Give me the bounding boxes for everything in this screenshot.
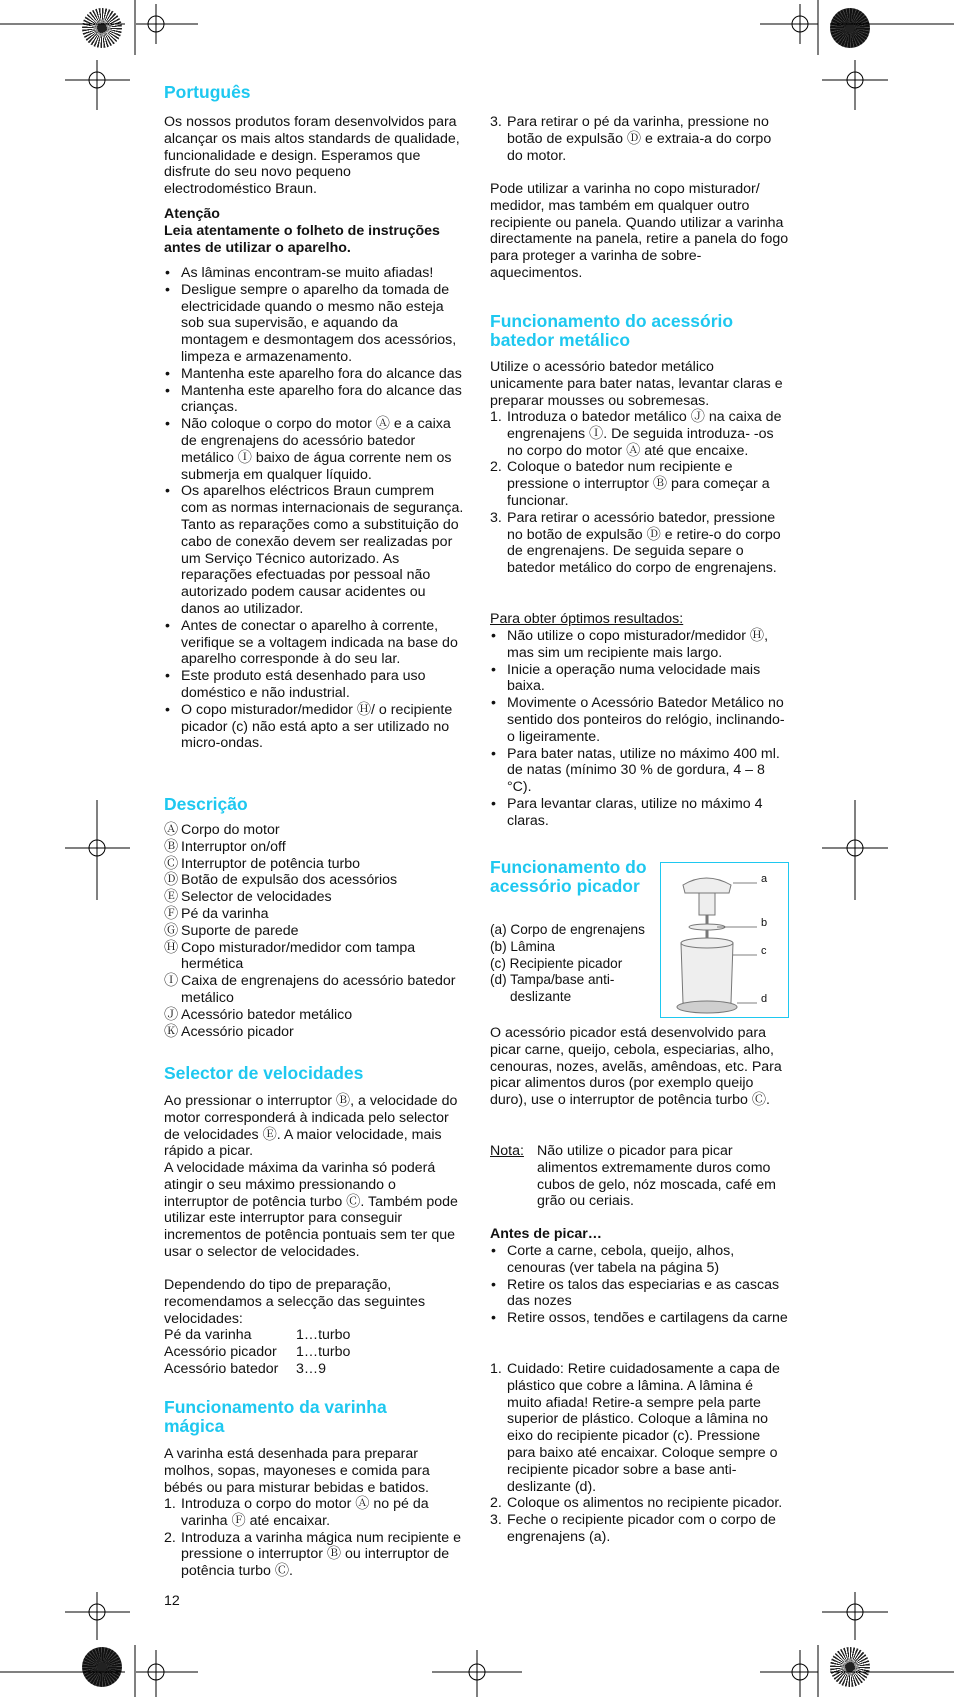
list-item: • Retire ossos, tendões e cartilagens da carne — [490, 1310, 790, 1327]
section-title-picador: Funcionamento do acessório picador — [490, 857, 647, 896]
list-item: 2. Coloque o batedor num recipiente e pressione o interruptor Ⓑ para começar a funcionar. — [490, 459, 770, 509]
list-item: (d) Tampa/base anti-deslizante — [490, 972, 615, 1005]
warning-heading: Atenção — [164, 206, 220, 222]
list-item: 1. Cuidado: Retire cuidadosamente a capa de plástico que cobre a lâmina. A lâmina é muito afiada! Retire-a sempre pela parte superior de plástico. Coloque a lâmina no eixo do recipiente picador (c). Pressione para baixo até encaixar. Coloque sempre o recipiente picador sobre a base anti-deslizante (d). — [490, 1361, 780, 1495]
note-block — [490, 1143, 790, 1210]
figure-label: b — [761, 917, 768, 929]
chopper-figure — [660, 862, 789, 1018]
varinha-steps-cont — [490, 114, 790, 164]
list-item: Ⓓ Botão de expulsão dos acessórios — [164, 872, 398, 889]
list-item: Ⓑ Interruptor on/off — [164, 838, 286, 855]
list-item: • Mantenha este aparelho fora do alcance das — [164, 366, 464, 383]
list-item: • Antes de conectar o aparelho à corrente, verifique se a voltagem indicada na base do aparelho corresponde à do seu lar. — [164, 618, 464, 668]
list-item: • Corte a carne, cebola, queijo, alhos, cenouras (ver tabela na página 5) — [490, 1243, 790, 1277]
picador-parts — [490, 922, 655, 1006]
figure-label: c — [761, 945, 767, 957]
chopper-illustration — [661, 863, 788, 1017]
list-item: 3. Feche o recipiente picador com o corpo de engrenajens (a). — [490, 1512, 776, 1545]
note-label: Nota: — [490, 1143, 524, 1159]
list-item: Ⓙ Acessório batedor metálico — [164, 1006, 353, 1023]
tips-heading: Para obter óptimos resultados: — [490, 611, 684, 627]
list-item: (a) Corpo de engrenajens — [490, 922, 645, 937]
list-item: Ⓔ Selector de velocidades — [164, 889, 332, 906]
list-item: (c) Recipiente picador — [490, 955, 623, 971]
list-item: • Os aparelhos eléctricos Braun cumprem com as normas internacionais de segurança. Tanto as reparações como a substituição do cabo de conexão devem ser realizadas por um Serviço Técnico autorizado. As reparações efectuadas por pessoal não autorizado podem causar acidentes ou danos ao utilizador. — [164, 483, 464, 617]
batedor-steps — [490, 409, 790, 577]
section-title-batedor: Funcionamento do acessório batedor metálico — [490, 311, 734, 350]
list-item: • Desligue sempre o aparelho da tomada de electricidade quando o mesmo não esteja sob sua supervisão, e aquando da montagem e desmontagem dos acessórios, limpeza e armazenamento. — [164, 282, 464, 366]
list-item: 1. Introduza o corpo do motor Ⓐ no pé da varinha Ⓕ até encaixar. — [164, 1496, 429, 1529]
note-text: Não utilize o picador para picar alimentos extremamente duros como cubos de gelo, nóz moscada, café em grão ou ceriais. — [537, 1143, 776, 1210]
list-item: • Não utilize o copo misturador/medidor Ⓗ, mas sim um recipiente mais largo. — [490, 628, 790, 662]
list-item: • Não coloque o corpo do motor Ⓐ e a caixa de engrenajens do acessório batedor metálico Ⓘ baixo de água corrente nem os submerja em qualquer líquido. — [164, 416, 464, 483]
section-title-descricao: Descrição — [164, 794, 248, 814]
varinha-intro: A varinha está desenhada para preparar molhos, sopas, mayoneses e comida para bébés ou para misturar bebidas e batidos. — [164, 1446, 430, 1496]
tips-list — [490, 628, 790, 830]
table-row: Acessório batedor 3…9 — [164, 1360, 326, 1377]
list-item: 2. Introduza a varinha mágica num recipiente e pressione o interruptor Ⓑ ou interruptor de potência turbo Ⓒ. — [164, 1529, 461, 1580]
table-row: Acessório picador 1…turbo — [164, 1343, 351, 1360]
list-item: Ⓖ Suporte de parede — [164, 922, 299, 939]
chop-steps — [490, 1361, 790, 1546]
list-item: 3. Para retirar o pé da varinha, pressione no botão de expulsão Ⓓ e extraia-a do corpo do motor. — [490, 114, 772, 164]
figure-label: d — [761, 993, 768, 1005]
list-item: • As lâminas encontram-se muito afiadas! — [164, 265, 464, 282]
list-item: 3. Para retirar o acessório batedor, pressione no botão de expulsão Ⓓ e retire-o do corpo de engrenajens. De seguida separe o batedor metálico do corpo de engrenajens. — [490, 509, 781, 577]
selector-paragraph: Dependendo do tipo de preparação, recomendamos a selecção das seguintes velocidades: — [164, 1277, 426, 1327]
section-title-selector: Selector de velocidades — [164, 1063, 364, 1083]
page-title: Português — [164, 82, 251, 102]
varinha-paragraph: Pode utilizar a varinha no copo misturador/ medidor, mas também em qualquer outro recipiente ou panela. Quando utilizar a varinha directamente na panela, retire a panela do fogo para proteger a varinha de sobre-aquecimentos. — [490, 181, 789, 281]
parts-list — [164, 822, 462, 1040]
list-item: 1. Introduza o batedor metálico Ⓙ na caixa de engrenajens Ⓘ. De seguida introduza- -os no corpo do motor Ⓐ até que encaixe. — [490, 409, 782, 459]
before-list — [490, 1243, 790, 1327]
section-title-varinha: Funcionamento da varinha mágica — [164, 1397, 387, 1436]
before-heading: Antes de picar… — [490, 1226, 602, 1242]
list-item: • Movimente o Acessório Batedor Metálico no sentido dos ponteiros do relógio, inclinando-o ligeiramente. — [490, 695, 790, 745]
figure-label: a — [761, 873, 768, 885]
selector-paragraph: A velocidade máxima da varinha só poderá atingir o seu máximo pressionando o interruptor de potência turbo Ⓒ. Também pode utilizar este interruptor para conseguir incrementos de potência pontuais sem ter que usar o selector de velocidades. — [164, 1160, 458, 1260]
list-item: Ⓕ Pé da varinha — [164, 905, 269, 922]
intro-paragraph: Os nossos produtos foram desenvolvidos para alcançar os mais altos standards de qualidade, funcionalidade e design. Esperamos que disfrute do seu novo pequeno electrodoméstico Braun. — [164, 114, 460, 198]
list-item: • Inicie a operação numa velocidade mais baixa. — [490, 662, 790, 696]
safety-list — [164, 265, 464, 752]
list-item: • Para bater natas, utilize no máximo 400 ml. de natas (mínimo 30 % de gordura, 4 – 8 °C). — [490, 746, 790, 796]
page-number: 12 — [164, 1593, 180, 1609]
list-item: • Retire os talos das especiarias e as cascas das nozes — [490, 1277, 790, 1311]
list-item: • Mantenha este aparelho fora do alcance das crianças. — [164, 383, 464, 417]
list-item: Ⓗ Copo misturador/medidor com tampa hermética — [164, 939, 416, 973]
list-item: Ⓘ Caixa de engrenajens do acessório batedor metálico — [164, 973, 456, 1006]
list-item: • O copo misturador/medidor Ⓗ/ o recipiente picador (c) não está apto a ser utilizado no micro-ondas. — [164, 702, 464, 752]
batedor-intro: Utilize o acessório batedor metálico unicamente para bater natas, levantar claras e preparar mousses ou sobremesas. — [490, 359, 783, 409]
speed-table — [164, 1327, 462, 1377]
list-item: • Este produto está desenhado para uso doméstico e não industrial. — [164, 668, 464, 702]
selector-paragraph: Ao pressionar o interruptor Ⓑ, a velocidade do motor corresponderá à indicada pelo selector de velocidades Ⓔ. A maior velocidade, mais rápido a picar. — [164, 1093, 458, 1160]
list-item: Ⓐ Corpo do motor — [164, 822, 280, 838]
list-item: 2. Coloque os alimentos no recipiente picador. — [490, 1495, 783, 1512]
list-item: (b) Lâmina — [490, 938, 555, 954]
list-item: Ⓒ Interruptor de potência turbo — [164, 855, 361, 872]
table-row: Pé da varinha 1…turbo — [164, 1327, 351, 1343]
list-item: Ⓚ Acessório picador — [164, 1023, 294, 1040]
list-item: • Para levantar claras, utilize no máximo 4 claras. — [490, 796, 790, 830]
picador-paragraph: O acessório picador está desenvolvido para picar carne, queijo, cebola, especiarias, alho, cenouras, nozes, avelãs, amêndoas, etc. Para picar alimentos duros (por exemplo queijo duro), use o interruptor de potência turbo Ⓒ. — [490, 1025, 782, 1109]
warning-text: Leia atentamente o folheto de instruções antes de utilizar o aparelho. — [164, 223, 440, 256]
varinha-steps — [164, 1496, 464, 1580]
